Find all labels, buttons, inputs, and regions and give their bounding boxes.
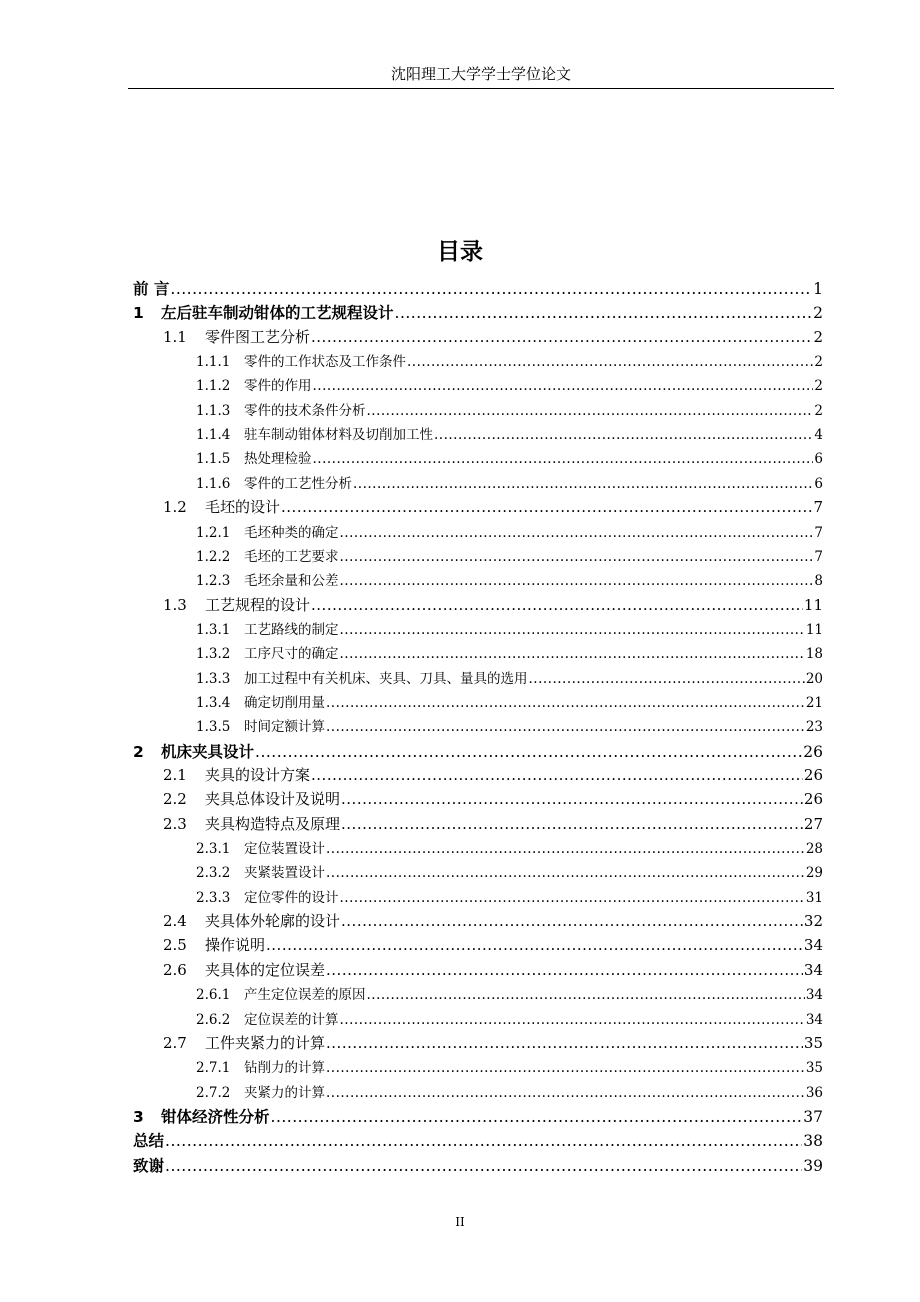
toc-entry-label <box>196 861 325 881</box>
toc-entry-number: 2.4 <box>163 912 187 931</box>
toc-entry-page: 34 <box>803 960 823 979</box>
toc-entry-title: 夹具构造特点及原理 <box>205 814 341 833</box>
toc-entry-title: 操作说明 <box>205 936 266 955</box>
toc-entry-number: 1.2.2 <box>196 548 231 565</box>
toc-entry[interactable] <box>196 545 823 569</box>
toc-entry-label <box>163 594 310 615</box>
toc-entry-page: 37 <box>803 1107 823 1126</box>
dot-leader <box>266 936 803 954</box>
dot-leader <box>340 1012 805 1028</box>
toc-entry-page: 1 <box>813 280 823 298</box>
toc-entry-page: 28 <box>805 841 823 858</box>
toc-entry[interactable] <box>133 301 823 325</box>
toc-entry[interactable] <box>133 740 823 764</box>
toc-entry-number: 1.1.4 <box>196 427 231 444</box>
dot-leader <box>281 498 812 516</box>
toc-entry-page: 7 <box>814 548 823 565</box>
toc-entry-number: 2.3.3 <box>196 889 231 906</box>
dot-leader <box>340 573 814 589</box>
toc-entry-label <box>196 569 339 589</box>
toc-entry[interactable] <box>163 764 823 788</box>
toc-entry-label <box>196 618 339 638</box>
toc-entry-number: 2.6.2 <box>196 1011 231 1028</box>
toc-entry-page: 2 <box>813 327 823 346</box>
toc-entry-label <box>163 910 340 931</box>
toc-entry-number: 1.3.1 <box>196 621 231 638</box>
toc-entry[interactable] <box>196 1056 823 1080</box>
toc-entry-label <box>163 496 280 517</box>
toc-entry-label <box>196 983 366 1003</box>
toc-entry-label <box>196 423 433 443</box>
toc-entry[interactable] <box>163 959 823 983</box>
toc-entry-number: 2 <box>133 742 144 761</box>
toc-entry[interactable] <box>196 399 823 423</box>
dot-leader <box>340 549 814 565</box>
toc-entry-number: 1.3 <box>163 595 187 614</box>
toc-entry-label <box>196 667 528 687</box>
toc-entry-label <box>163 788 340 809</box>
toc-entry-number: 2.1 <box>163 766 187 784</box>
toc-entry[interactable] <box>196 423 823 447</box>
dot-leader <box>353 476 813 492</box>
toc-entry-title: 夹具总体设计及说明 <box>205 790 341 809</box>
page-number: II <box>455 1215 465 1229</box>
toc-entry-label <box>196 1081 325 1101</box>
toc-entry[interactable] <box>196 691 823 715</box>
toc-entry[interactable] <box>196 447 823 471</box>
running-header: 沈阳理工大学学士学位论文 <box>390 65 571 83</box>
toc-entry-number: 1.2.1 <box>196 524 231 541</box>
toc-entry-label <box>163 326 310 347</box>
dot-leader <box>165 1132 802 1150</box>
toc-entry[interactable] <box>196 642 823 666</box>
toc-entry-title: 毛坯种类的确定 <box>244 524 339 541</box>
toc-entry[interactable] <box>196 1008 823 1032</box>
toc-entry[interactable] <box>196 667 823 691</box>
toc-entry-number: 2.6 <box>163 960 187 979</box>
toc-entry-number: 2.5 <box>163 936 187 955</box>
toc-entry-title: 零件图工艺分析 <box>205 327 311 346</box>
toc-entry-page: 7 <box>813 498 823 517</box>
toc-entry[interactable] <box>196 350 823 374</box>
toc-entry-number: 1.1.1 <box>196 354 231 371</box>
toc-entry-title: 机床夹具设计 <box>161 742 255 761</box>
toc-entry-page: 23 <box>805 719 823 736</box>
dot-leader <box>407 354 813 370</box>
toc-entry[interactable] <box>163 496 823 520</box>
toc-entry-number: 1.1.5 <box>196 451 231 468</box>
toc-entry-number: 1.3.4 <box>196 694 231 711</box>
dot-leader <box>165 1157 802 1175</box>
toc-entry-label <box>196 691 325 711</box>
toc-entry-page: 4 <box>814 427 823 444</box>
toc-entry-label <box>196 350 406 370</box>
toc-entry-page: 26 <box>803 790 823 809</box>
toc-entry-page: 34 <box>805 1011 823 1028</box>
toc-entry-number: 1.3.3 <box>196 670 231 687</box>
toc-entry-number: 2.7.2 <box>196 1084 231 1101</box>
toc-entry-title: 总结 <box>133 1132 165 1151</box>
dot-leader <box>313 451 814 467</box>
toc-entry[interactable] <box>163 594 823 618</box>
toc-entry-page: 26 <box>803 742 823 761</box>
dot-leader <box>170 280 812 298</box>
toc-entry-title: 毛坯余量和公差 <box>244 573 339 590</box>
toc-entry-page: 11 <box>803 595 823 614</box>
toc-entry[interactable] <box>196 374 823 398</box>
toc-entry-title: 零件的工艺性分析 <box>244 475 352 492</box>
toc-entry-number: 2.2 <box>163 790 187 809</box>
toc-entry[interactable] <box>196 521 823 545</box>
toc-entry-label <box>163 1032 325 1053</box>
toc-entry-title: 产生定位误差的原因 <box>244 987 366 1004</box>
dot-leader <box>341 912 803 930</box>
dot-leader <box>326 1060 805 1076</box>
dot-leader <box>395 304 813 322</box>
toc-entry-label <box>133 277 169 299</box>
dot-leader <box>311 596 803 614</box>
toc-entry-page: 31 <box>805 889 823 906</box>
toc-entry-title: 夹紧力的计算 <box>244 1084 325 1101</box>
toc-entry-label <box>133 1154 164 1176</box>
toc-entry-title: 零件的作用 <box>244 378 312 395</box>
toc-entry-number: 1.2.3 <box>196 573 231 590</box>
toc-entry-label <box>163 813 340 834</box>
toc-entry[interactable] <box>196 618 823 642</box>
toc-entry-title: 工序尺寸的确定 <box>244 646 339 663</box>
dot-leader <box>529 671 805 687</box>
toc-entry-number: 2.3.1 <box>196 841 231 858</box>
toc-entry-title: 工件夹紧力的计算 <box>205 1033 326 1052</box>
dot-leader <box>326 695 805 711</box>
toc-entry-label <box>196 642 339 662</box>
toc-entry-label <box>133 1105 270 1127</box>
toc-entry[interactable] <box>133 1154 823 1178</box>
toc-entry-page: 7 <box>814 524 823 541</box>
toc-entry-page: 39 <box>803 1156 823 1175</box>
toc-entry[interactable] <box>196 983 823 1007</box>
toc-entry-title: 工艺路线的制定 <box>244 621 339 638</box>
toc-entry-page: 27 <box>803 814 823 833</box>
toc-entry-title: 毛坯的工艺要求 <box>244 548 339 565</box>
toc-entry[interactable] <box>196 886 823 910</box>
toc-entry-page: 38 <box>803 1132 823 1151</box>
toc-entry-page: 2 <box>813 304 823 323</box>
toc-entry-label <box>133 740 254 762</box>
toc-entry-title: 钳体经济性分析 <box>161 1107 270 1126</box>
toc-entry-page: 2 <box>814 402 823 419</box>
toc-entry-label <box>196 374 312 394</box>
toc-entry-page: 8 <box>814 573 823 590</box>
dot-leader <box>326 1034 803 1052</box>
toc-entry-number: 1.1.6 <box>196 475 231 492</box>
toc-entry-title: 夹紧装置设计 <box>244 865 325 882</box>
toc-entry-page: 34 <box>805 987 823 1004</box>
toc-entry-title: 热处理检验 <box>244 451 312 468</box>
toc-entry-label <box>133 1129 164 1151</box>
toc-entry-number: 2.3 <box>163 814 187 833</box>
toc-entry-label <box>163 764 310 785</box>
dot-leader <box>434 427 813 443</box>
toc-entry[interactable] <box>196 837 823 861</box>
header-rule <box>128 88 834 89</box>
dot-leader <box>341 815 803 833</box>
dot-leader <box>340 525 814 541</box>
toc-entry[interactable] <box>133 1129 823 1153</box>
toc-entry-page: 2 <box>814 378 823 395</box>
toc-entry-title: 时间定额计算 <box>244 719 325 736</box>
toc-entry-page: 6 <box>814 475 823 492</box>
toc-entry[interactable] <box>163 1032 823 1056</box>
toc-entry-number: 1 <box>133 304 144 323</box>
dot-leader <box>326 961 803 979</box>
dot-leader <box>340 890 805 906</box>
toc-entry-label <box>196 886 339 906</box>
dot-leader <box>340 646 805 662</box>
toc-entry[interactable] <box>163 813 823 837</box>
toc-entry-number: 1.3.2 <box>196 646 231 663</box>
toc-entry-title: 定位零件的设计 <box>244 889 339 906</box>
dot-leader <box>326 719 805 735</box>
toc-entry-title: 左后驻车制动钳体的工艺规程设计 <box>161 304 394 323</box>
toc-entry[interactable] <box>133 277 823 301</box>
toc-entry-page: 35 <box>803 1033 823 1052</box>
toc-entry-page: 26 <box>803 766 823 784</box>
toc-entry-title: 毛坯的设计 <box>205 498 281 517</box>
toc-entry-page: 18 <box>805 646 823 663</box>
toc-entry-number: 1.2 <box>163 498 187 517</box>
dot-leader <box>326 841 805 857</box>
toc-entry-page: 21 <box>805 694 823 711</box>
toc-entry[interactable] <box>163 788 823 812</box>
toc-entry[interactable] <box>196 861 823 885</box>
toc-entry-title: 零件的工作状态及工作条件 <box>244 354 406 371</box>
dot-leader <box>271 1108 803 1126</box>
toc-entry-title: 夹具的设计方案 <box>205 766 311 784</box>
dot-leader <box>340 622 805 638</box>
dot-leader <box>367 403 814 419</box>
toc-entry-number: 1.1 <box>163 327 187 346</box>
dot-leader <box>313 378 814 394</box>
toc-entry-title: 钻削力的计算 <box>244 1060 325 1077</box>
toc-entry-title: 定位误差的计算 <box>244 1011 339 1028</box>
toc-title: 目录 <box>437 239 483 265</box>
toc-entry-label <box>163 934 265 955</box>
toc-entry-title: 零件的技术条件分析 <box>244 402 366 419</box>
toc-entry-number: 2.7.1 <box>196 1060 231 1077</box>
toc-entry[interactable] <box>196 715 823 739</box>
toc-entry-page: 34 <box>803 936 823 955</box>
toc-entry-number: 2.7 <box>163 1033 187 1052</box>
toc-entry-page: 2 <box>814 354 823 371</box>
toc-entry-label <box>196 472 352 492</box>
toc-entry-title: 工艺规程的设计 <box>205 595 311 614</box>
toc-entry[interactable] <box>196 472 823 496</box>
toc-entry-page: 36 <box>805 1084 823 1101</box>
toc-entry-label <box>196 715 325 735</box>
dot-leader <box>311 328 812 346</box>
toc-entry-page: 20 <box>805 670 823 687</box>
toc-entry-label <box>196 521 339 541</box>
toc-entry-label <box>196 837 325 857</box>
toc-entry[interactable] <box>196 569 823 593</box>
toc-entry-label <box>196 1056 325 1076</box>
dot-leader <box>255 743 802 761</box>
toc-entry-page: 32 <box>803 912 823 931</box>
toc-entry[interactable] <box>133 1105 823 1129</box>
toc-entry-label <box>196 1008 339 1028</box>
toc-entry-number: 2.6.1 <box>196 987 231 1004</box>
toc-entry-title: 夹具体的定位误差 <box>205 960 326 979</box>
toc-entry-label <box>163 959 325 980</box>
dot-leader <box>311 766 803 784</box>
toc-entry[interactable] <box>163 934 823 958</box>
toc-entry-title: 驻车制动钳体材料及切削加工性 <box>244 427 433 444</box>
dot-leader <box>326 1085 805 1101</box>
toc-entry-label <box>196 399 366 419</box>
dot-leader <box>326 865 805 881</box>
toc-entry-page: 6 <box>814 451 823 468</box>
toc-entry[interactable] <box>163 910 823 934</box>
toc-entry[interactable] <box>163 326 823 350</box>
toc-entry-title: 夹具体外轮廓的设计 <box>205 912 341 931</box>
toc-entry-number: 2.3.2 <box>196 865 231 882</box>
toc-entry-title: 致谢 <box>133 1156 165 1175</box>
toc-entry-number: 1.1.2 <box>196 378 231 395</box>
toc-entry-title: 确定切削用量 <box>244 694 325 711</box>
toc-entry-number: 1.1.3 <box>196 402 231 419</box>
toc-entry-label <box>133 301 394 323</box>
dot-leader <box>367 987 805 1003</box>
toc-entry-title: 定位装置设计 <box>244 841 325 858</box>
dot-leader <box>341 790 803 808</box>
toc-entry-number: 1.3.5 <box>196 719 231 736</box>
toc-entry-label <box>196 447 312 467</box>
toc-entry-label <box>196 545 339 565</box>
toc-entry-page: 11 <box>805 621 823 638</box>
toc-entry-title: 前 言 <box>133 280 170 298</box>
toc-entry-number: 3 <box>133 1107 144 1126</box>
toc-entry-page: 35 <box>805 1060 823 1077</box>
toc-entry[interactable] <box>196 1081 823 1105</box>
toc-entry-title: 加工过程中有关机床、夹具、刀具、量具的选用 <box>244 670 528 687</box>
toc-entry-page: 29 <box>805 865 823 882</box>
